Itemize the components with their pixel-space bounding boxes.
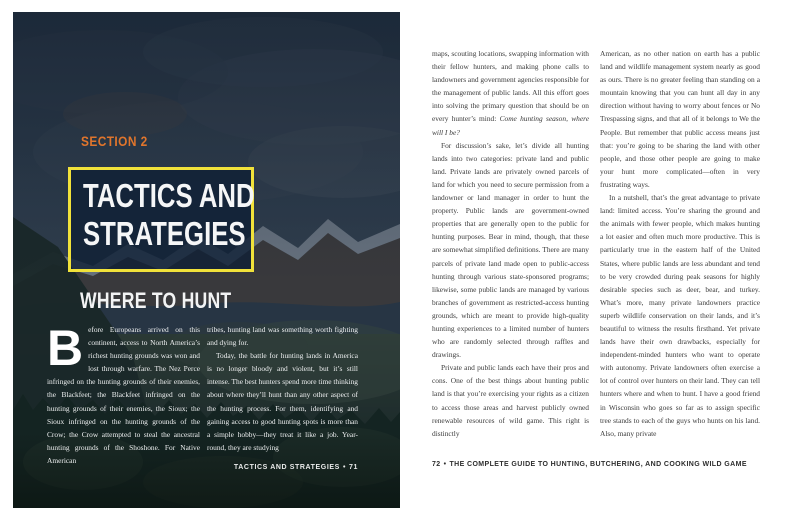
right-page-column-1 bbox=[432, 47, 589, 459]
left-body-text: efore Europeans arrived on this continent, access to North America’s richest hunting grounds was won and lost through warfare. The Nez Perce infringed on the hunting grounds of their enemies, the Blackfeet; the Blackfeet infringed on the hunting grounds of their enemies, the Sioux; the Sioux infringed on the hunting grounds of the Crow; the Crow attempted to steal the ancestral hunting grounds of the Shoshone. For Native American bbox=[47, 325, 200, 465]
footer-separator: • bbox=[342, 464, 346, 471]
section-title-box bbox=[68, 167, 254, 272]
left-page-content bbox=[13, 12, 400, 508]
body-text-italic: Come hunting season, where will I be? bbox=[432, 114, 589, 137]
drop-cap: B bbox=[47, 323, 84, 376]
left-page-footer bbox=[234, 464, 358, 471]
body-paragraph: Private and public lands each have their pros and cons. One of the best things about hunting public land is that you’re exercising your rights as a citizen to access those areas and harvest publicly owned renewable resources of wild game. This right is distinctly bbox=[432, 363, 589, 438]
left-body-paragraph bbox=[47, 323, 200, 467]
body-paragraph: In a nutshell, that’s the great advantage to private land: limited access. You’re sharing the ground and the animals with fewer people, which makes hunting a lot easier and often much more productive. This is particularly true in the eastern half of the United States, where public lands are less abundant and tend to be very crowded during peak seasons for highly desirable species such as deer, bear, and turkey. What’s more, many private landowners practice superb wildlife conservation on their lands, and it’s beautiful to witness the results firsthand. Yet private lands have their own drawbacks, especially for independent-minded hunters who want to operate with autonomy. Private landowners often exercise a lot of control over hunters on their land. They can tell hunters where and when to hunt. I have a good friend in Wisconsin who goes so far as to assign specific tree stands to each of the guys who hunts on his land. Also, many private bbox=[600, 193, 760, 438]
section-title-line-1: TACTICS AND bbox=[83, 177, 255, 214]
footer-running-title: THE COMPLETE GUIDE TO HUNTING, BUTCHERING, AND COOKING WILD GAME bbox=[449, 461, 747, 468]
body-paragraph: For discussion’s sake, let’s divide all hunting lands into two categories: private land and public land. Private lands are privately owned parcels of land for which you need to secure permission from a landowner or land manager in order to hunt the property. Public lands are government-owned properties that are generally open to the public for hunting purposes. Bear in mind, though, that these are somewhat simplified definitions. There are many parcels of private land made open to public-access hunting through various state-sponsored programs; likewise, some public lands are managed by various branches of government as restricted-access hunting grounds, which are meant to provide high-quality hunting experiences to a limited number of hunters who are randomly selected through raffles and drawings. bbox=[432, 140, 589, 360]
left-page-column-1 bbox=[47, 323, 200, 471]
body-paragraph: American, as no other nation on earth has a public land and wildlife management system nearly as good as ours. There is no greater feeling than standing on a mountain knowing that you can hunt all day in any direction without having to worry about fences or No Trespassing signs, and that all of it belongs to We the People. But remember that public access means just that: you’re going to be sharing the land with other people, and those other people are going to make your hunt more complicated—often in very frustrating ways. bbox=[600, 49, 760, 189]
footer-separator: • bbox=[443, 461, 447, 468]
left-page bbox=[13, 12, 400, 508]
left-body-paragraph: Today, the battle for hunting lands in America is no longer bloody and violent, but it’s still intense. The best hunters spend more time thinking about where they’ll hunt than any other aspect of the hunting process. For them, identifying and gaining access to good hunting spots is more than a simple hobby—they treat it like a job. Year-round, they are studying bbox=[207, 351, 358, 452]
body-text: maps, scouting locations, swapping information with their fellow hunters, and making phone calls to landowners and government agencies responsible for the management of public lands. All this effort goes into solving the primary question that should be on every hunter’s mind: bbox=[432, 49, 589, 124]
right-page-column-2 bbox=[600, 47, 760, 459]
page-number: 71 bbox=[349, 464, 358, 471]
right-page-footer bbox=[432, 461, 747, 468]
page-number: 72 bbox=[432, 461, 441, 468]
body-paragraph bbox=[432, 47, 589, 139]
left-page-column-2 bbox=[207, 323, 358, 471]
section-label: SECTION 2 bbox=[81, 133, 148, 149]
left-body-paragraph: tribes, hunting land was something worth fighting and dying for. bbox=[207, 325, 358, 348]
right-page bbox=[425, 0, 800, 515]
chapter-heading: WHERE TO HUNT bbox=[80, 288, 232, 313]
left-page-columns bbox=[47, 323, 358, 471]
section-title-line-2: STRATEGIES bbox=[83, 215, 246, 252]
footer-running-title: TACTICS AND STRATEGIES bbox=[233, 464, 340, 471]
